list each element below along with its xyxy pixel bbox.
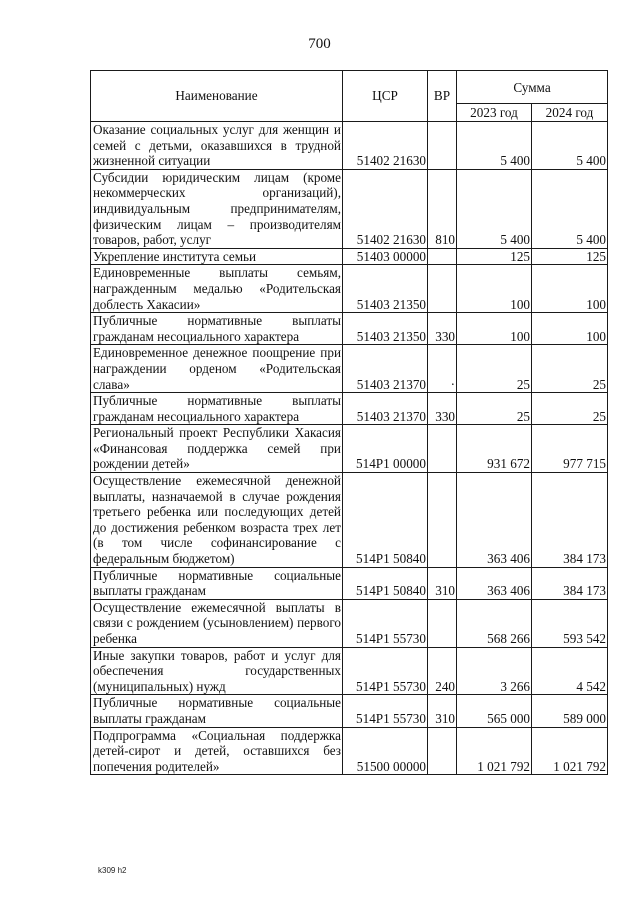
table-row bbox=[91, 599, 608, 647]
header-name: Наименование bbox=[91, 71, 343, 122]
page-number: 700 bbox=[308, 36, 331, 52]
row-csr: 514P1 55730 bbox=[343, 695, 428, 727]
row-csr: 514P1 55730 bbox=[343, 599, 428, 647]
row-sum-2023: 931 672 bbox=[457, 425, 532, 473]
row-sum-2023: 100 bbox=[457, 265, 532, 313]
row-sum-2024: 125 bbox=[532, 248, 608, 265]
row-name: Публичные нормативные выплаты гражданам несоциального характера bbox=[91, 393, 343, 425]
row-sum-2023: 5 400 bbox=[457, 122, 532, 170]
row-sum-2023: 5 400 bbox=[457, 169, 532, 248]
row-sum-2023: 100 bbox=[457, 313, 532, 345]
row-sum-2024: 5 400 bbox=[532, 169, 608, 248]
row-vr bbox=[428, 727, 457, 775]
row-vr bbox=[428, 599, 457, 647]
table-row bbox=[91, 248, 608, 265]
row-sum-2024: 100 bbox=[532, 313, 608, 345]
row-csr: 51403 21350 bbox=[343, 313, 428, 345]
row-sum-2024: 1 021 792 bbox=[532, 727, 608, 775]
header-year-2023: 2023 год bbox=[457, 104, 532, 122]
row-csr: 514P1 00000 bbox=[343, 425, 428, 473]
row-sum-2023: 125 bbox=[457, 248, 532, 265]
row-name: Единовременное денежное поощрение при награждении орденом «Родительская слава» bbox=[91, 345, 343, 393]
row-name: Публичные нормативные выплаты гражданам несоциального характера bbox=[91, 313, 343, 345]
table-header bbox=[91, 71, 608, 122]
row-sum-2024: 25 bbox=[532, 345, 608, 393]
row-name: Оказание социальных услуг для женщин и семей с детьми, оказавшихся в трудной жизненной ситуации bbox=[91, 122, 343, 170]
row-sum-2024: 5 400 bbox=[532, 122, 608, 170]
header-sum: Сумма bbox=[457, 71, 608, 104]
header-year-2024: 2024 год bbox=[532, 104, 608, 122]
row-name: Иные закупки товаров, работ и услуг для обеспечения государственных (муниципальных) нужд bbox=[91, 647, 343, 695]
row-sum-2024: 25 bbox=[532, 393, 608, 425]
row-vr bbox=[428, 265, 457, 313]
table-row bbox=[91, 345, 608, 393]
row-vr: 330 bbox=[428, 313, 457, 345]
table-body bbox=[91, 122, 608, 775]
row-sum-2023: 25 bbox=[457, 393, 532, 425]
header-csr: ЦСР bbox=[343, 71, 428, 122]
row-name: Осуществление ежемесячной выплаты в связи с рождением (усыновлением) первого ребенка bbox=[91, 599, 343, 647]
row-csr: 514P1 50840 bbox=[343, 567, 428, 599]
row-sum-2023: 568 266 bbox=[457, 599, 532, 647]
row-name: Публичные нормативные социальные выплаты гражданам bbox=[91, 567, 343, 599]
row-csr: 51403 21370 bbox=[343, 345, 428, 393]
table-row bbox=[91, 473, 608, 568]
table-row bbox=[91, 313, 608, 345]
row-sum-2024: 977 715 bbox=[532, 425, 608, 473]
row-csr: 51500 00000 bbox=[343, 727, 428, 775]
row-sum-2024: 4 542 bbox=[532, 647, 608, 695]
row-sum-2023: 565 000 bbox=[457, 695, 532, 727]
row-sum-2024: 384 173 bbox=[532, 473, 608, 568]
row-csr: 51403 00000 bbox=[343, 248, 428, 265]
row-sum-2023: 363 406 bbox=[457, 567, 532, 599]
row-name: Единовременные выплаты семьям, награжденным медалью «Родительская доблесть Хакасии» bbox=[91, 265, 343, 313]
row-vr: 310 bbox=[428, 695, 457, 727]
table-row bbox=[91, 727, 608, 775]
table-row bbox=[91, 647, 608, 695]
row-name: Субсидии юридическим лицам (кроме некоммерческих организаций), индивидуальным предпринимателям, физическим лицам – производителям товаров, работ, услуг bbox=[91, 169, 343, 248]
row-vr: 310 bbox=[428, 567, 457, 599]
row-sum-2023: 25 bbox=[457, 345, 532, 393]
row-csr: 514P1 50840 bbox=[343, 473, 428, 568]
table-row bbox=[91, 122, 608, 170]
row-vr bbox=[428, 248, 457, 265]
header-vr: ВР bbox=[428, 71, 457, 122]
row-sum-2024: 384 173 bbox=[532, 567, 608, 599]
footer-code: k309 h2 bbox=[98, 866, 127, 875]
budget-table bbox=[90, 70, 608, 775]
row-vr: 810 bbox=[428, 169, 457, 248]
row-sum-2024: 593 542 bbox=[532, 599, 608, 647]
row-sum-2023: 363 406 bbox=[457, 473, 532, 568]
row-sum-2024: 589 000 bbox=[532, 695, 608, 727]
row-sum-2024: 100 bbox=[532, 265, 608, 313]
row-csr: 51403 21350 bbox=[343, 265, 428, 313]
row-vr bbox=[428, 473, 457, 568]
row-name: Укрепление института семьи bbox=[91, 248, 343, 265]
row-vr: · bbox=[428, 345, 457, 393]
row-name: Региональный проект Республики Хакасия «Финансовая поддержка семей при рождении детей» bbox=[91, 425, 343, 473]
table-row bbox=[91, 695, 608, 727]
row-vr bbox=[428, 425, 457, 473]
row-sum-2023: 1 021 792 bbox=[457, 727, 532, 775]
table-row bbox=[91, 393, 608, 425]
row-name: Публичные нормативные социальные выплаты гражданам bbox=[91, 695, 343, 727]
row-csr: 514P1 55730 bbox=[343, 647, 428, 695]
row-sum-2023: 3 266 bbox=[457, 647, 532, 695]
row-csr: 51403 21370 bbox=[343, 393, 428, 425]
row-csr: 51402 21630 bbox=[343, 122, 428, 170]
table-row bbox=[91, 169, 608, 248]
row-csr: 51402 21630 bbox=[343, 169, 428, 248]
table-row bbox=[91, 567, 608, 599]
row-vr: 240 bbox=[428, 647, 457, 695]
table-row bbox=[91, 265, 608, 313]
row-name: Осуществление ежемесячной денежной выплаты, назначаемой в случае рождения третьего ребенка или последующих детей до достижения ребенком возраста трех лет (в том числе софинансирование с федеральным бюджетом) bbox=[91, 473, 343, 568]
row-vr: 330 bbox=[428, 393, 457, 425]
table-row bbox=[91, 425, 608, 473]
row-name: Подпрограмма «Социальная поддержка детей-сирот и детей, оставшихся без попечения родителей» bbox=[91, 727, 343, 775]
row-vr bbox=[428, 122, 457, 170]
